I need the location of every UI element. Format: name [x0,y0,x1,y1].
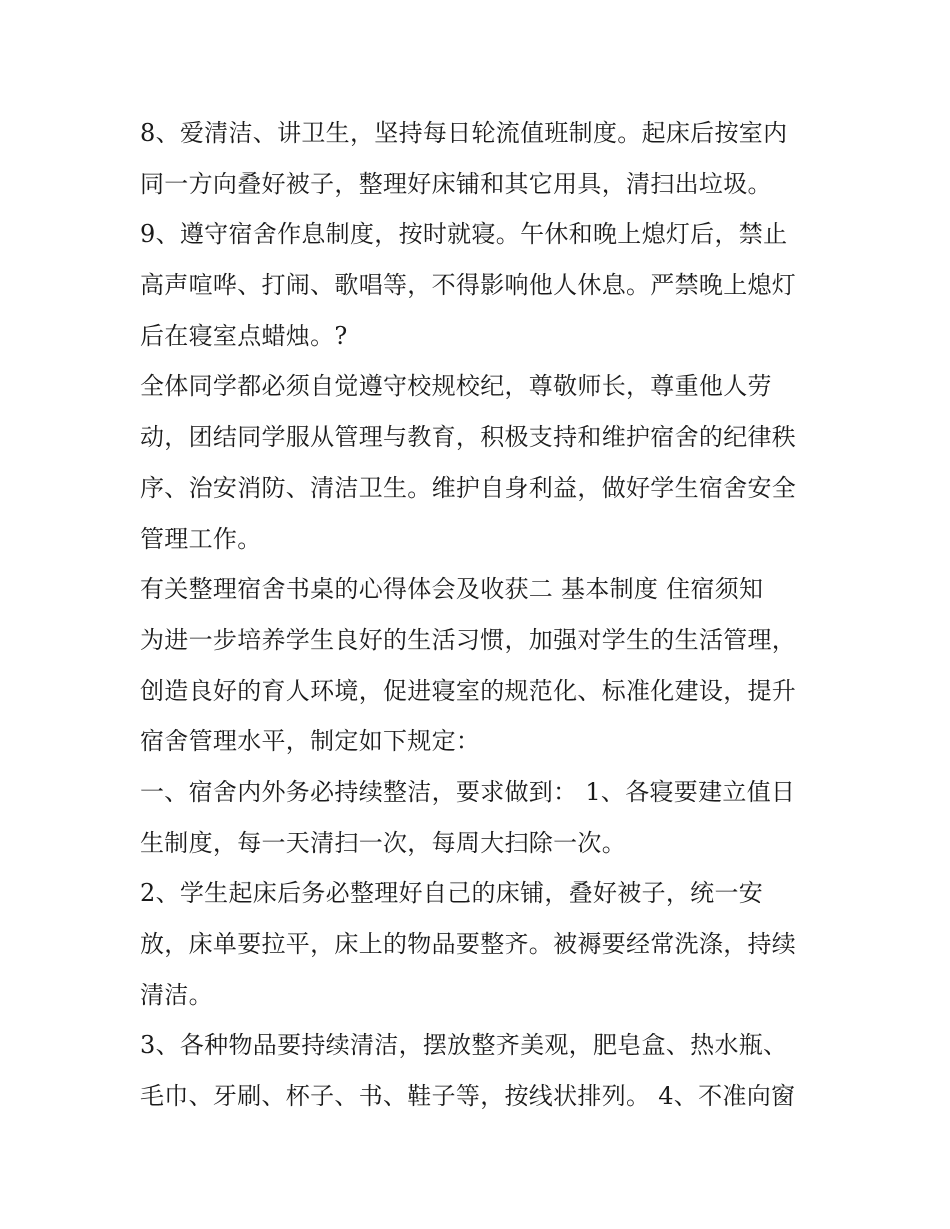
text-line: 为进一步培养学生良好的生活习惯，加强对学生的生活管理， [140,625,797,654]
text-line: 清洁。 [140,980,213,1009]
text-line: 生制度，每一天清扫一次，每周大扫除一次。 [140,828,626,857]
text-line: 宿舍管理水平，制定如下规定： [140,727,481,756]
text-line: 9、遵守宿舍作息制度，按时就寝。午休和晚上熄灯后，禁止 [140,220,788,249]
text-line: 放，床单要拉平，床上的物品要整齐。被褥要经常洗涤，持续 [140,930,797,958]
document-body [140,108,820,1122]
text-line: 动，团结同学服从管理与教育，积极支持和维护宿舍的纪律秩 [140,423,797,452]
text-line: 8、爱清洁、讲卫生，坚持每日轮流值班制度。起床后按室内 [140,119,788,147]
text-line: 2、学生起床后务必整理好自己的床铺，叠好被子，统一安 [140,879,764,908]
text-line: 序、治安消防、清洁卫生。维护自身利益，做好学生宿舍安全 [140,473,797,502]
text-line: 全体同学都必须自觉遵守校规校纪，尊敬师长，尊重他人劳 [140,372,772,401]
text-line: 毛巾、牙刷、杯子、书、鞋子等，按线状排列。 4、不准向窗 [140,1082,796,1111]
text-line: 高声喧哗、打闹、歌唱等，不得影响他人休息。严禁晚上熄灯 [140,271,797,300]
text-line: 一、宿舍内外务必持续整洁，要求做到： 1、各寝要建立值日 [140,777,796,806]
text-line: 3、各种物品要持续清洁，摆放整齐美观，肥皂盒、热水瓶、 [140,1031,788,1060]
text-line: 后在寝室点蜡烛。? [140,321,348,350]
text-line: 同一方向叠好被子，整理好床铺和其它用具，清扫出垃圾。 [140,169,772,198]
text-line: 管理工作。 [140,524,262,553]
text-line: 有关整理宿舍书桌的心得体会及收获二 基本制度 住宿须知 [140,575,764,604]
text-line: 创造良好的育人环境，促进寝室的规范化、标准化建设，提升 [140,676,797,705]
